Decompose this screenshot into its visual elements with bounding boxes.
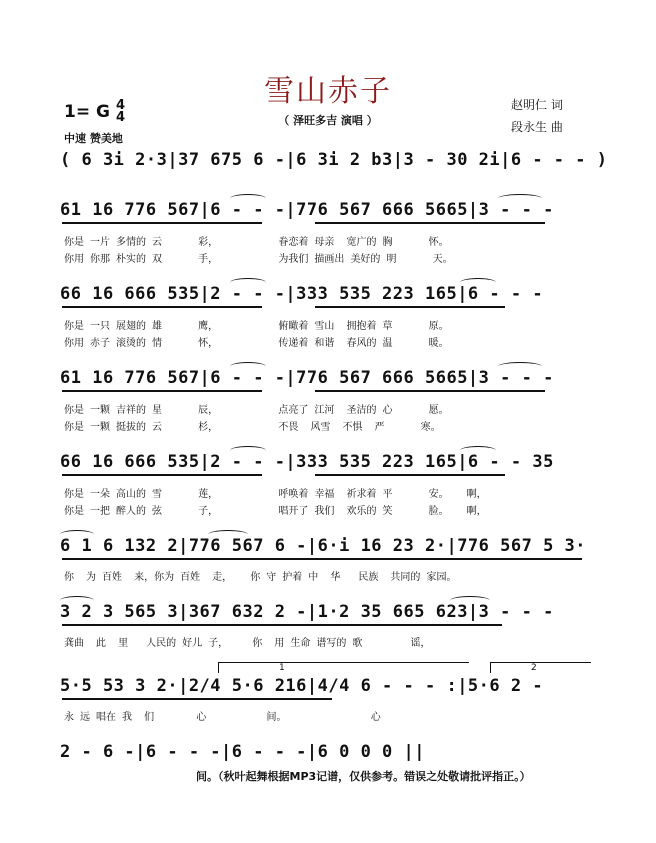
notation-line: 2 - 6 -|6 - - -|6 - - -|6 0 0 0 || xyxy=(60,742,425,762)
notation-line: 61 16 776 567|6 - - -|776 567 666 5665|3 - - - xyxy=(60,200,554,220)
notation-line: 3 2 3 565 3|367 632 2 -|1·2 35 665 623|3 - - - xyxy=(60,602,554,622)
lyric-line-2: 你用 赤子 滚烫的 情 怀， 传递着 和谐 春风的 温 暖。 xyxy=(64,338,449,349)
notation-line: 6 1 6 132 2|776 567 6 -|6·i 16 23 2·|776 567 5 3· xyxy=(60,536,587,556)
lyric-line-2: 你是 一颗 挺拔的 云 杉， 不畏 风雪 不惧 严 寒。 xyxy=(64,422,441,433)
time-top: 4 xyxy=(116,98,126,113)
beam xyxy=(315,474,505,476)
tempo-marking: 中速 赞美地 xyxy=(64,132,123,145)
beam xyxy=(62,558,582,560)
footer-note: 间。（秋叶起舞根据MP3记谱，仅供参考。错误之处敬请批评指正。） xyxy=(196,770,531,783)
time-bottom: 4 xyxy=(116,110,126,125)
volta-bracket-1 xyxy=(218,662,469,673)
notation-line: 61 16 776 567|6 - - -|776 567 666 5665|3 - - - xyxy=(60,368,554,388)
beam xyxy=(315,306,505,308)
score-row xyxy=(60,150,608,180)
volta-bracket-2 xyxy=(490,662,591,673)
key-signature: 1= G xyxy=(64,102,110,122)
lyric-line-1: 龚曲 此 里 人民的 好儿 子， 你 用 生命 谱写的 歌 谣， xyxy=(64,638,431,649)
notation-line: 66 16 666 535|2 - - -|333 535 223 165|6 - - 35 xyxy=(60,452,554,472)
beam xyxy=(62,624,502,626)
score-row xyxy=(60,663,596,736)
volta-2-label: 2 xyxy=(531,663,537,673)
volta-1-label: 1 xyxy=(279,663,285,673)
lyricist-credit: 赵明仁 词 xyxy=(511,98,563,112)
beam xyxy=(62,390,262,392)
singer-credit: （ 泽旺多吉 演唱 ） xyxy=(278,114,378,127)
score-row xyxy=(60,452,596,522)
score-row xyxy=(60,284,596,354)
score-row xyxy=(60,200,596,270)
composer-credit: 段永生 曲 xyxy=(511,120,563,134)
beam xyxy=(62,698,332,700)
notation-line: 5·5 53 3 2·|2/4 5·6 216|4/4 6 - - - :|5·6 2 - xyxy=(60,676,544,696)
lyric-line-1: 你是 一颗 吉祥的 星 辰， 点亮了 江河 圣洁的 心 愿。 xyxy=(64,405,449,416)
lyric-line-1: 你是 一片 多情的 云 彩， 眷恋着 母亲 宽广的 胸 怀。 xyxy=(64,237,449,248)
lyric-line-1: 你是 一朵 高山的 雪 莲， 呼唤着 幸福 祈求着 平 安。 啊， xyxy=(64,489,487,500)
notation-line: 66 16 666 535|2 - - -|333 535 223 165|6 - - - xyxy=(60,284,544,304)
beam xyxy=(315,390,545,392)
time-signature xyxy=(116,100,125,124)
lyric-line-1: 永 远 唱在 我 们 心 间。 心 xyxy=(64,712,381,723)
song-title: 雪山赤子 xyxy=(264,74,392,109)
beam xyxy=(62,474,262,476)
lyric-line-1: 你是 一只 展翅的 雄 鹰， 俯瞰着 雪山 拥抱着 草 原。 xyxy=(64,321,449,332)
lyric-line-2: 你用 你那 朴实的 双 手， 为我们 描画出 美好的 明 天。 xyxy=(64,254,453,265)
beam xyxy=(62,306,262,308)
score-row xyxy=(60,602,596,652)
score-row xyxy=(60,536,596,586)
beam xyxy=(315,222,545,224)
notation-line: ( 6 3i 2·3|37 675 6 -|6 3i 2 b3|3 - 30 2i|6 - - - ) xyxy=(60,150,608,170)
lyric-line-2: 你是 一把 醉人的 弦 子， 唱开了 我们 欢乐的 笑 脸。 啊， xyxy=(64,506,487,517)
beam xyxy=(62,222,262,224)
lyric-line-1: 你 为 百姓 来，你为 百姓 走， 你 守 护着 中 华 民族 共同的 家园。 xyxy=(64,572,457,583)
score-row xyxy=(60,368,596,438)
